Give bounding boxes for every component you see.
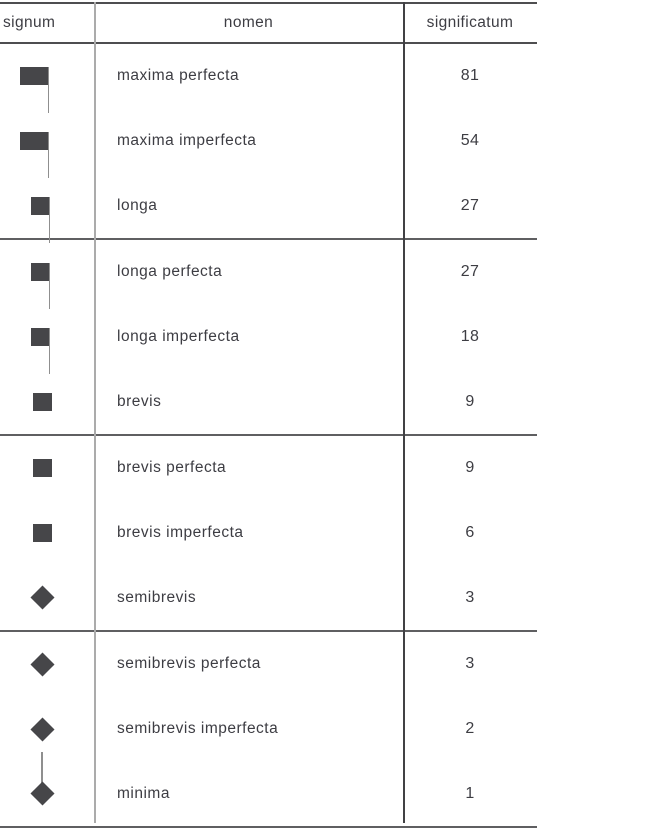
- table-row: [0, 305, 537, 370]
- significatum-value: 18: [460, 328, 480, 345]
- significatum-value: 9: [465, 459, 475, 477]
- signum-cell: [0, 697, 94, 762]
- nomen-label: longa perfecta: [117, 263, 223, 281]
- table-section-longa: [0, 240, 537, 436]
- note-stem: [48, 132, 50, 178]
- minima-note-icon: [30, 782, 54, 806]
- nomen-label: maxima perfecta: [117, 67, 240, 85]
- nomen-label: maxima imperfecta: [117, 132, 257, 149]
- signum-cell: [0, 761, 94, 826]
- signum-cell: [0, 109, 94, 174]
- note-head: [30, 586, 54, 610]
- table-row: [0, 501, 537, 566]
- nomen-label: brevis imperfecta: [117, 524, 244, 541]
- nomen-label: longa: [117, 196, 158, 214]
- significatum-value: 54: [460, 132, 480, 149]
- brevis-note-icon: [33, 524, 52, 542]
- longa-note-icon: [31, 328, 49, 346]
- nomen-label: semibrevis perfecta: [117, 655, 261, 673]
- note-head: [30, 652, 54, 676]
- signum-cell: [0, 44, 94, 109]
- significatum-value: 2: [465, 720, 475, 737]
- table-row: [0, 369, 537, 434]
- table-row: [0, 632, 537, 697]
- nomen-label: brevis: [117, 392, 162, 410]
- table-row: [0, 436, 537, 501]
- note-stem: [49, 328, 51, 374]
- maxima-note-icon: [20, 67, 48, 85]
- column-divider-nomen-significatum: [403, 2, 405, 823]
- semibrevis-note-icon: [30, 586, 54, 610]
- note-stem: [48, 67, 50, 113]
- table-row: [0, 565, 537, 630]
- table-row: [0, 240, 537, 305]
- nomen-label: minima: [117, 784, 170, 802]
- table-section-brevis: [0, 436, 537, 632]
- signum-cell: [0, 565, 94, 630]
- longa-note-icon: [31, 263, 49, 281]
- nomen-label: semibrevis imperfecta: [117, 720, 279, 737]
- significatum-value: 1: [465, 784, 475, 802]
- notation-table: [0, 2, 537, 828]
- signum-cell: [0, 240, 94, 305]
- significatum-value: 9: [465, 392, 475, 410]
- signum-cell: [0, 173, 94, 238]
- significatum-value: 3: [465, 588, 475, 606]
- longa-note-icon: [31, 197, 49, 215]
- header-signum: signum: [3, 14, 56, 31]
- nomen-label: semibrevis: [117, 588, 197, 606]
- signum-cell: [0, 305, 94, 370]
- brevis-note-icon: [33, 459, 52, 477]
- significatum-value: 3: [465, 655, 475, 673]
- header-nomen: nomen: [223, 14, 274, 31]
- table-section-maxima: [0, 44, 537, 240]
- note-stem: [49, 197, 51, 243]
- maxima-note-icon: [20, 132, 48, 150]
- brevis-note-icon: [33, 393, 52, 411]
- table-row: [0, 173, 537, 238]
- significatum-value: 27: [460, 263, 480, 281]
- table-header-row: [0, 2, 537, 44]
- signum-cell: [0, 632, 94, 697]
- semibrevis-note-icon: [30, 652, 54, 676]
- note-stem: [49, 263, 51, 309]
- semibrevis-note-icon: [30, 717, 54, 741]
- table-row: [0, 109, 537, 174]
- nomen-label: brevis perfecta: [117, 459, 227, 477]
- note-head: [30, 782, 54, 806]
- table-section-semibrevis: [0, 632, 537, 828]
- signum-cell: [0, 369, 94, 434]
- table-row: [0, 697, 537, 762]
- table-row: [0, 761, 537, 826]
- significatum-value: 27: [460, 196, 480, 214]
- table-row: [0, 44, 537, 109]
- header-significatum: significatum: [426, 14, 514, 31]
- nomen-label: longa imperfecta: [117, 328, 240, 345]
- note-head: [30, 717, 54, 741]
- significatum-value: 6: [465, 524, 475, 541]
- column-divider-signum-nomen: [94, 2, 96, 823]
- signum-cell: [0, 501, 94, 566]
- significatum-value: 81: [460, 67, 480, 85]
- signum-cell: [0, 436, 94, 501]
